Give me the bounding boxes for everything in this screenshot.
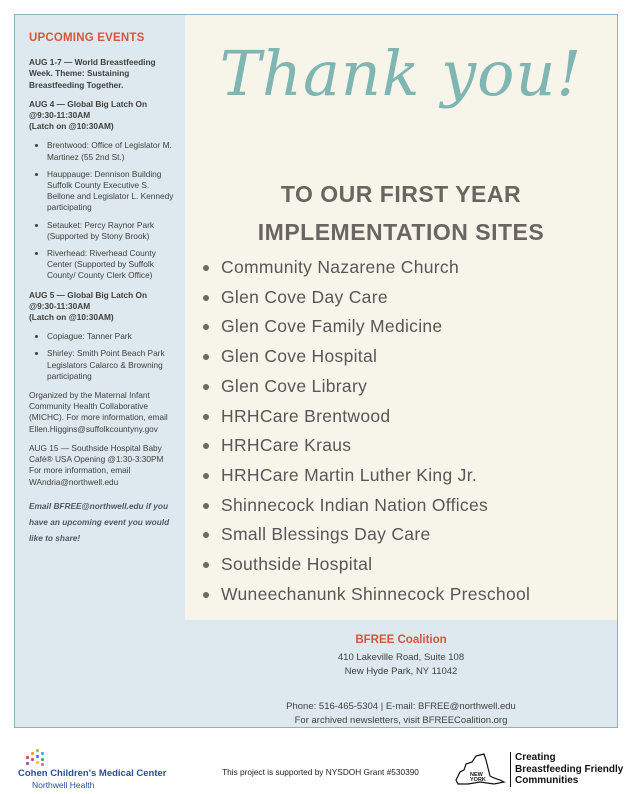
- cbf-line3: Communities: [515, 775, 579, 786]
- organized-note: Organized by the Maternal Infant Community Health Collaborative (MICHC). For more information, email Ellen.Higgins@suffolkcountyny.gov: [29, 390, 168, 434]
- events-sidebar: [15, 15, 185, 620]
- list-item: • Shirley: Smith Point Beach Park Legislators Calarco & Browning participating: [47, 348, 175, 382]
- footer: [0, 740, 631, 794]
- cbf-line1: Creating: [515, 752, 556, 763]
- list-item: Wuneechanunk Shinnecock Preschool: [203, 580, 530, 610]
- grant-note: This project is supported by NYSDOH Grant #530390: [222, 767, 419, 777]
- main-panel: [185, 15, 617, 620]
- list-item: Glen Cove Day Care: [203, 283, 530, 313]
- cbf-line2: Breastfeeding Friendly: [515, 763, 624, 775]
- phone-email: Phone: 516-465-5304 | E-mail: BFREE@northwell.edu: [286, 700, 516, 712]
- northwell-name: Northwell Health: [32, 780, 95, 790]
- list-item: Southside Hospital: [203, 550, 530, 580]
- list-item: • Brentwood: Office of Legislator M. Martinez (55 2nd St.): [47, 140, 175, 162]
- address-line2: New Hyde Park, NY 11042: [344, 666, 458, 677]
- event-aug4-latch: (Latch on @10:30AM): [29, 121, 114, 132]
- event-aug5-latch: (Latch on @10:30AM): [29, 312, 114, 323]
- cohen-name: Cohen Children's Medical Center: [18, 768, 167, 779]
- svg-text:NEW: NEW: [470, 772, 483, 778]
- cohen-dots-icon: [24, 746, 46, 768]
- event-aug15: AUG 15 — Southside Hospital Baby Café® USA Opening @1:30-3:30PM For more information, email WAndria@northwell.edu: [29, 442, 164, 487]
- cbf-logo-text: [510, 752, 623, 787]
- list-item: Glen Cove Hospital: [203, 342, 530, 372]
- event-aug4-list: [29, 140, 175, 281]
- org-name: BFREE Coalition: [355, 634, 447, 646]
- events-title: UPCOMING EVENTS: [29, 32, 145, 44]
- sites-heading-line2: IMPLEMENTATION SITES: [257, 219, 545, 245]
- list-item: • Riverhead: Riverhead County Center (Supported by Suffolk County/ County Clerk Office): [47, 248, 175, 282]
- list-item: HRHCare Brentwood: [203, 402, 530, 432]
- sites-heading: [185, 175, 617, 251]
- sites-heading-line1: TO OUR FIRST YEAR: [280, 181, 522, 207]
- thank-you-title: Thank you!: [219, 37, 583, 110]
- newsletter-frame: [14, 14, 618, 728]
- list-item: HRHCare Martin Luther King Jr.: [203, 461, 530, 491]
- list-item: Small Blessings Day Care: [203, 520, 530, 550]
- list-item: Glen Cove Library: [203, 372, 530, 402]
- list-item: • Copiague: Tanner Park: [47, 331, 175, 342]
- list-item: HRHCare Kraus: [203, 431, 530, 461]
- event-aug5-heading: AUG 5 — Global Big Latch On @9:30-11:30AM: [29, 289, 148, 311]
- list-item: Glen Cove Family Medicine: [203, 312, 530, 342]
- svg-text:YORK: YORK: [470, 777, 486, 783]
- archive-link[interactable]: For archived newsletters, visit BFREECoalition.org: [294, 715, 508, 726]
- event-aug4-heading: AUG 4 — Global Big Latch On @9:30-11:30AM: [29, 98, 148, 121]
- event-aug1-7: AUG 1-7 — World Breastfeeding Week. Theme: Sustaining Breastfeeding Together.: [29, 57, 156, 90]
- list-item: • Hauppauge: Dennison Building Suffolk County Executive S. Bellone and Legislator L. Kennedy participating: [47, 169, 175, 214]
- list-item: • Setauket: Percy Raynor Park (Supported by Stony Brook): [47, 220, 175, 242]
- address-line1: 410 Lakeville Road, Suite 108: [337, 651, 465, 663]
- list-item: Shinnecock Indian Nation Offices: [203, 491, 530, 521]
- list-item: Community Nazarene Church: [203, 253, 530, 283]
- sites-list: [203, 253, 530, 609]
- new-york-state-icon: [450, 750, 506, 790]
- contact-block: [185, 620, 617, 727]
- event-aug5-list: [29, 331, 175, 382]
- share-note: Email BFREE@northwell.edu if you have an upcoming event you would like to share!: [29, 500, 170, 543]
